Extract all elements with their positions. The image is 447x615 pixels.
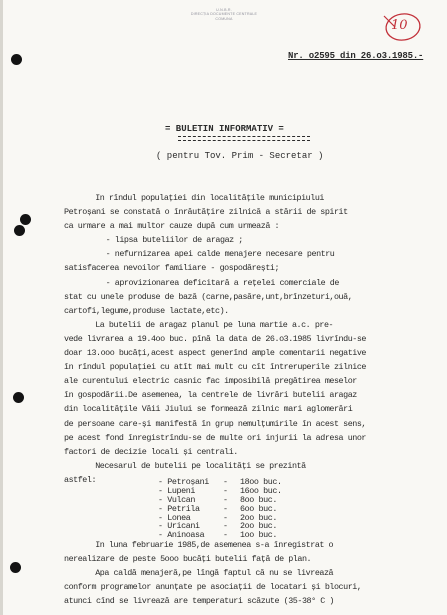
body-text-line: stat cu unele produse de bază (carne,pasăre,unt,brînzeturi,ouă,	[64, 291, 353, 302]
closing-text-line: nerealizare de peste 5ooo bucăți butelii față de plan.	[64, 554, 312, 565]
document-reference: Nr. o2595 din 26.o3.1985.-	[288, 51, 424, 61]
closing-text-line: Apa caldă menajeră,pe lîngă faptul că nu se livrează	[95, 568, 334, 579]
body-text-line: factori de decizie locali și centrali.	[64, 446, 238, 457]
body-text-line: doar 13.ooo bucăți,acest aspect generînd ample comentarii negative	[64, 348, 367, 359]
body-text-line: ca urmare a mai multor cauze după cum urmează :	[64, 221, 280, 232]
body-text-line: - lipsa buteliilor de aragaz ;	[105, 235, 243, 246]
town-name: - Vulcan	[158, 494, 196, 505]
document-subtitle: ( pentru Tov. Prim - Secretar )	[156, 151, 324, 161]
town-name: - Lonea	[158, 512, 191, 523]
body-text-line: cartofi,legume,produse lactate,etc).	[64, 305, 229, 316]
body-text-line: vede livrarea a 19.4oo buc. pînă la data de 26.o3.1985 livrîndu-se	[64, 333, 367, 344]
binder-hole-icon	[14, 225, 25, 236]
closing-text-line: conform programelor anunțate pe asociații de locatari și blocuri,	[64, 582, 362, 593]
archive-stamp	[182, 8, 266, 21]
body-text-line: în gospodării.De asemenea, la centrele de livrări butelii aragaz	[64, 390, 357, 401]
scan-edge-shadow	[0, 0, 3, 615]
handwritten-page-number	[378, 11, 424, 43]
body-text-line: - nefurnizarea apei calde menajere necesare pentru	[105, 249, 335, 260]
closing-paragraphs	[64, 538, 442, 608]
row-dash: -	[223, 485, 228, 496]
body-text-line: - aprovizionarea deficitară a rețelei comerciale de	[105, 277, 339, 288]
binder-hole-icon	[11, 54, 22, 65]
binder-hole-icon	[10, 562, 21, 573]
stamp-line-3: COMUNA	[215, 16, 233, 21]
body-text-line: din localitățile Văii Jiului se formează zilnic mari aglomerări	[64, 404, 353, 415]
row-dash: -	[223, 512, 228, 523]
row-dash: -	[223, 494, 228, 505]
body-text-line: astfel:	[64, 474, 97, 485]
handwritten-number-text: 10	[391, 18, 408, 33]
butelii-count: 16oo buc.	[240, 485, 282, 496]
butelii-need-table	[158, 478, 320, 540]
butelii-count: 2oo buc.	[240, 512, 278, 523]
body-text-line: Petroșani se constată o înrăutățire zilnică a stării de spirit	[64, 207, 348, 218]
butelii-count: 6oo buc.	[240, 503, 278, 514]
closing-text-line: atunci cînd se livrează are temperaturi scăzute (35-38° C )	[64, 596, 334, 607]
body-text-line: La butelii de aragaz planul pe luna martie a.c. pre-	[95, 319, 334, 330]
butelii-count: 8oo buc.	[240, 494, 278, 505]
butelii-count: 18oo buc.	[240, 477, 282, 487]
town-name: - Petroșani	[158, 477, 209, 487]
binder-hole-icon	[13, 392, 24, 403]
body-text-line: ale curentului electric casnic fac imposibilă pregătirea meselor	[64, 376, 357, 387]
title-double-underline	[178, 136, 310, 141]
stamp-line-1: U.N.B.R.	[216, 8, 232, 12]
body-text-line: de persoane care-și manifestă în grup nemulțumirile în acest sens,	[64, 418, 367, 429]
document-title: = BULETIN INFORMATIV =	[165, 124, 284, 134]
body-paragraphs	[64, 191, 442, 487]
butelii-count: 2oo buc.	[240, 521, 278, 532]
butelii-count: 1oo buc.	[240, 530, 278, 541]
binder-hole-icon	[20, 214, 31, 225]
row-dash: -	[223, 530, 228, 541]
row-dash: -	[223, 521, 228, 532]
closing-text-line: In luna februarie 1985,de asemenea s-a înregistrat o	[95, 540, 334, 550]
row-dash: -	[223, 503, 228, 514]
town-name: - Uricani	[158, 521, 200, 532]
town-name: - Petrila	[158, 503, 200, 514]
town-name: - Aninoasa	[158, 530, 205, 541]
body-text-line: pe acest fond înregistrîndu-se de multe ori injurii la adresa unor	[64, 432, 367, 443]
stamp-line-2: DIRECȚIA DOCUMENTE CENTRALE	[190, 12, 258, 17]
body-text-line: Necesarul de butelii pe localități se prezintă	[95, 460, 306, 471]
town-name: - Lupeni	[158, 485, 196, 496]
body-text-line: satisfacerea nevoilor familiare - gospodărești;	[64, 263, 280, 274]
body-text-line: In rîndul populației din localitățile municipiului	[95, 193, 324, 203]
body-text-line: în rîndul populației cu atît mai mult cu cît întreruperile zilnice	[64, 362, 367, 373]
row-dash: -	[223, 477, 228, 487]
